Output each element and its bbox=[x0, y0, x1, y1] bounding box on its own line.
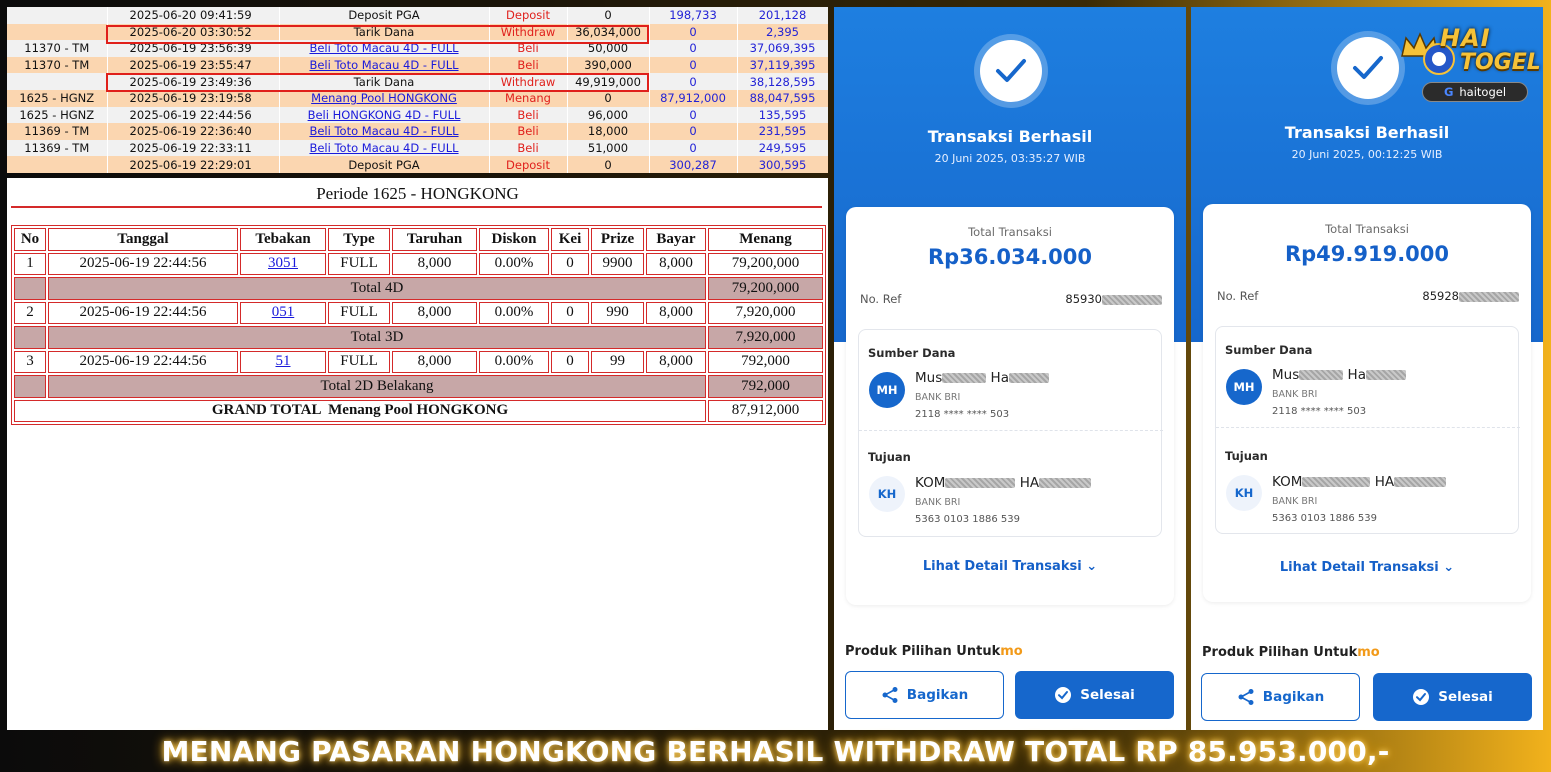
bet-prize: 99 bbox=[591, 351, 644, 374]
grand-total-label: GRAND TOTAL Menang Pool HONGKONG bbox=[14, 400, 706, 423]
column-header: Type bbox=[328, 228, 390, 251]
source-name-a: Mus bbox=[915, 370, 943, 386]
subtotal-label: Total 4D bbox=[48, 277, 706, 300]
ledger-amount: 18,000 bbox=[567, 123, 649, 140]
done-label: Selesai bbox=[1438, 689, 1493, 705]
ledger-credit: 0 bbox=[649, 107, 737, 124]
ledger-row bbox=[7, 123, 828, 140]
subtotal-value: 79,200,000 bbox=[708, 277, 823, 300]
transfer-parties bbox=[1215, 326, 1519, 534]
ledger-description[interactable]: Beli Toto Macau 4D - FULL bbox=[279, 57, 489, 74]
column-header: Bayar bbox=[646, 228, 706, 251]
ledger-date: 2025-06-19 22:29:01 bbox=[107, 156, 279, 173]
chevron-down-icon: ⌄ bbox=[1443, 560, 1455, 575]
ledger-description: Tarik Dana bbox=[279, 24, 489, 41]
ledger-description: Deposit PGA bbox=[279, 7, 489, 24]
subtotal-spacer bbox=[14, 375, 46, 398]
bet-row bbox=[14, 302, 823, 325]
bet-no: 2 bbox=[14, 302, 46, 325]
bet-kei: 0 bbox=[551, 253, 589, 276]
subtotal-row bbox=[14, 326, 823, 349]
redacted-name bbox=[945, 478, 1015, 488]
ledger-amount: 390,000 bbox=[567, 57, 649, 74]
ledger-credit: 0 bbox=[649, 73, 737, 90]
dest-name-b: HA bbox=[1019, 475, 1040, 491]
product-label-text: Produk Pilihan Untuk bbox=[1202, 645, 1358, 660]
ledger-amount: 96,000 bbox=[567, 107, 649, 124]
share-icon bbox=[1237, 688, 1255, 706]
redacted-name bbox=[1009, 373, 1049, 383]
ledger-balance: 231,595 bbox=[737, 123, 828, 140]
ledger-description[interactable]: Menang Pool HONGKONG bbox=[279, 90, 489, 107]
ledger-amount: 50,000 bbox=[567, 40, 649, 57]
source-name-b: Ha bbox=[990, 370, 1009, 386]
ledger-balance: 37,069,395 bbox=[737, 40, 828, 57]
check-circle-icon bbox=[1054, 686, 1072, 704]
bet-menang: 792,000 bbox=[708, 351, 823, 374]
bet-row bbox=[14, 253, 823, 276]
detail-link-label: Lihat Detail Transaksi bbox=[922, 559, 1082, 574]
logo-pill bbox=[1422, 82, 1528, 102]
dest-name bbox=[1272, 474, 1446, 490]
ledger-user: 1625 - HGNZ bbox=[7, 90, 107, 107]
dest-label: Tujuan bbox=[868, 450, 911, 464]
source-avatar: MH bbox=[869, 372, 905, 408]
ref-value bbox=[1422, 289, 1519, 303]
total-label: Total Transaksi bbox=[968, 225, 1052, 239]
column-header: Tebakan bbox=[240, 228, 326, 251]
bet-type: FULL bbox=[328, 253, 390, 276]
ledger-row bbox=[7, 24, 828, 41]
ref-prefix: 85930 bbox=[1065, 292, 1102, 306]
bet-bayar: 8,000 bbox=[646, 351, 706, 374]
ledger-row bbox=[7, 57, 828, 74]
bet-taruhan: 8,000 bbox=[392, 302, 477, 325]
bet-prize: 9900 bbox=[591, 253, 644, 276]
ledger-description[interactable]: Beli Toto Macau 4D - FULL bbox=[279, 40, 489, 57]
ledger-balance: 88,047,595 bbox=[737, 90, 828, 107]
detail-link[interactable] bbox=[1203, 560, 1531, 575]
product-label-text: Produk Pilihan Untuk bbox=[845, 644, 1001, 659]
ledger-type: Beli bbox=[489, 123, 567, 140]
share-button[interactable] bbox=[845, 671, 1004, 719]
share-label: Bagikan bbox=[1262, 689, 1325, 705]
ledger-balance: 38,128,595 bbox=[737, 73, 828, 90]
ledger-user: 11370 - TM bbox=[7, 57, 107, 74]
total-amount: Rp49.919.000 bbox=[1284, 242, 1450, 266]
dest-name-a: KOM bbox=[915, 475, 946, 491]
subtotal-value: 792,000 bbox=[708, 375, 823, 398]
column-header: No bbox=[14, 228, 46, 251]
parties-divider bbox=[1216, 427, 1520, 428]
logo-word-hai: HAI bbox=[1440, 24, 1491, 52]
bet-taruhan: 8,000 bbox=[392, 351, 477, 374]
column-header: Kei bbox=[551, 228, 589, 251]
subtotal-label: Total 3D bbox=[48, 326, 706, 349]
ledger-credit: 0 bbox=[649, 24, 737, 41]
subtotal-row bbox=[14, 375, 823, 398]
ledger-credit: 87,912,000 bbox=[649, 90, 737, 107]
haitogel-logo bbox=[1400, 20, 1540, 104]
ledger-row bbox=[7, 7, 828, 24]
subtotal-spacer bbox=[14, 326, 46, 349]
ledger-credit: 300,287 bbox=[649, 156, 737, 173]
detail-link[interactable] bbox=[846, 559, 1174, 574]
subtotal-spacer bbox=[14, 277, 46, 300]
detail-link-label: Lihat Detail Transaksi bbox=[1279, 560, 1439, 575]
parties-divider bbox=[859, 430, 1163, 431]
transfer-parties bbox=[858, 329, 1162, 537]
ledger-description[interactable]: Beli Toto Macau 4D - FULL bbox=[279, 140, 489, 157]
ledger-amount: 49,919,000 bbox=[567, 73, 649, 90]
ledger-amount: 0 bbox=[567, 90, 649, 107]
period-header-row bbox=[14, 228, 823, 251]
ledger-date: 2025-06-19 22:44:56 bbox=[107, 107, 279, 124]
bet-menang: 7,920,000 bbox=[708, 302, 823, 325]
ledger-type: Beli bbox=[489, 107, 567, 124]
ledger-balance: 249,595 bbox=[737, 140, 828, 157]
bet-menang: 79,200,000 bbox=[708, 253, 823, 276]
bet-diskon: 0.00% bbox=[479, 302, 549, 325]
product-suffix: mo bbox=[1000, 644, 1023, 659]
bet-type: FULL bbox=[328, 302, 390, 325]
ledger-amount: 0 bbox=[567, 7, 649, 24]
ledger-date: 2025-06-20 09:41:59 bbox=[107, 7, 279, 24]
source-label: Sumber Dana bbox=[1225, 343, 1313, 357]
redacted-name bbox=[1366, 370, 1406, 380]
ledger-balance: 300,595 bbox=[737, 156, 828, 173]
period-divider bbox=[11, 206, 822, 208]
receipt-card bbox=[1203, 204, 1531, 602]
source-bank: BANK BRI bbox=[1272, 389, 1318, 400]
share-icon bbox=[881, 686, 899, 704]
ledger-user: 11370 - TM bbox=[7, 40, 107, 57]
subtotal-row bbox=[14, 277, 823, 300]
ledger-date: 2025-06-19 23:19:58 bbox=[107, 90, 279, 107]
ledger-date: 2025-06-19 23:49:36 bbox=[107, 73, 279, 90]
ledger-user: 11369 - TM bbox=[7, 123, 107, 140]
column-header: Menang bbox=[708, 228, 823, 251]
source-account: 2118 **** **** 503 bbox=[915, 409, 1010, 420]
bet-prize: 990 bbox=[591, 302, 644, 325]
ledger-row bbox=[7, 90, 828, 107]
transaction-ledger bbox=[7, 7, 828, 173]
ledger-user bbox=[7, 73, 107, 90]
ledger-user: 11369 - TM bbox=[7, 140, 107, 157]
ledger-row bbox=[7, 107, 828, 124]
google-g-icon: G bbox=[1443, 85, 1454, 99]
ledger-row bbox=[7, 140, 828, 157]
bet-tebakan[interactable]: 3051 bbox=[240, 253, 326, 276]
bet-row bbox=[14, 351, 823, 374]
bet-kei: 0 bbox=[551, 351, 589, 374]
redacted-name bbox=[1039, 478, 1091, 488]
bottom-banner: MENANG PASARAN HONGKONG BERHASIL WITHDRAW TOTAL RP 85.953.000,- bbox=[161, 735, 1390, 768]
bet-kei: 0 bbox=[551, 302, 589, 325]
ledger-type: Menang bbox=[489, 90, 567, 107]
redacted-ref bbox=[1459, 292, 1519, 302]
ledger-type: Beli bbox=[489, 57, 567, 74]
ledger-row bbox=[7, 40, 828, 57]
chevron-down-icon: ⌄ bbox=[1086, 559, 1098, 574]
receipt-date: 20 Juni 2025, 00:12:25 WIB bbox=[1291, 148, 1443, 161]
receipt-date: 20 Juni 2025, 03:35:27 WIB bbox=[934, 152, 1086, 165]
dest-bank: BANK BRI bbox=[1272, 496, 1318, 507]
receipt-card bbox=[846, 207, 1174, 605]
product-suffix: mo bbox=[1357, 645, 1380, 660]
bet-no: 1 bbox=[14, 253, 46, 276]
product-label bbox=[1202, 645, 1380, 660]
success-check-icon bbox=[1337, 37, 1399, 99]
source-name-b: Ha bbox=[1347, 367, 1366, 383]
ref-prefix: 85928 bbox=[1422, 289, 1459, 303]
grand-total-value: 87,912,000 bbox=[708, 400, 823, 423]
bet-tanggal: 2025-06-19 22:44:56 bbox=[48, 253, 238, 276]
dest-name-b: HA bbox=[1374, 474, 1395, 490]
grand-total-row bbox=[14, 400, 823, 423]
done-button[interactable] bbox=[1015, 671, 1174, 719]
column-header: Diskon bbox=[479, 228, 549, 251]
ledger-user: 1625 - HGNZ bbox=[7, 107, 107, 124]
bet-tanggal: 2025-06-19 22:44:56 bbox=[48, 351, 238, 374]
bet-diskon: 0.00% bbox=[479, 253, 549, 276]
ledger-type: Deposit bbox=[489, 7, 567, 24]
bet-diskon: 0.00% bbox=[479, 351, 549, 374]
dest-account: 5363 0103 1886 539 bbox=[1272, 513, 1377, 524]
bet-type: FULL bbox=[328, 351, 390, 374]
bet-tanggal: 2025-06-19 22:44:56 bbox=[48, 302, 238, 325]
ref-label: No. Ref bbox=[1217, 289, 1259, 303]
bet-bayar: 8,000 bbox=[646, 253, 706, 276]
logo-pill-text: haitogel bbox=[1459, 85, 1507, 99]
column-header: Prize bbox=[591, 228, 644, 251]
subtotal-value: 7,920,000 bbox=[708, 326, 823, 349]
ledger-table bbox=[7, 7, 828, 173]
receipt-1 bbox=[834, 7, 1186, 730]
ledger-description: Deposit PGA bbox=[279, 156, 489, 173]
ledger-type: Deposit bbox=[489, 156, 567, 173]
period-title: Periode 1625 - HONGKONG bbox=[316, 184, 519, 203]
ledger-row bbox=[7, 156, 828, 173]
ledger-user bbox=[7, 7, 107, 24]
dest-name bbox=[915, 475, 1091, 491]
ledger-date: 2025-06-20 03:30:52 bbox=[107, 24, 279, 41]
period-detail-panel bbox=[7, 178, 828, 730]
source-avatar: MH bbox=[1226, 369, 1262, 405]
ledger-amount: 36,034,000 bbox=[567, 24, 649, 41]
bet-no: 3 bbox=[14, 351, 46, 374]
ledger-balance: 135,595 bbox=[737, 107, 828, 124]
bet-taruhan: 8,000 bbox=[392, 253, 477, 276]
ledger-credit: 0 bbox=[649, 123, 737, 140]
dest-name-a: KOM bbox=[1272, 474, 1303, 490]
ledger-date: 2025-06-19 23:56:39 bbox=[107, 40, 279, 57]
ref-label: No. Ref bbox=[860, 292, 902, 306]
share-label: Bagikan bbox=[906, 687, 969, 703]
done-label: Selesai bbox=[1080, 687, 1135, 703]
source-name bbox=[915, 370, 1049, 386]
dest-avatar: KH bbox=[1226, 475, 1262, 511]
column-header: Taruhan bbox=[392, 228, 477, 251]
done-button[interactable] bbox=[1373, 673, 1532, 721]
share-button[interactable] bbox=[1201, 673, 1360, 721]
bet-tebakan[interactable]: 051 bbox=[240, 302, 326, 325]
ledger-type: Withdraw bbox=[489, 73, 567, 90]
source-name-a: Mus bbox=[1272, 367, 1300, 383]
redacted-name bbox=[942, 373, 986, 383]
ledger-balance: 201,128 bbox=[737, 7, 828, 24]
ledger-credit: 0 bbox=[649, 40, 737, 57]
source-account: 2118 **** **** 503 bbox=[1272, 406, 1367, 417]
ledger-user bbox=[7, 24, 107, 41]
receipt-title: Transaksi Berhasil bbox=[927, 127, 1093, 146]
bet-tebakan[interactable]: 51 bbox=[240, 351, 326, 374]
ledger-description[interactable]: Beli HONGKONG 4D - FULL bbox=[279, 107, 489, 124]
ledger-date: 2025-06-19 22:36:40 bbox=[107, 123, 279, 140]
source-bank: BANK BRI bbox=[915, 392, 961, 403]
column-header: Tanggal bbox=[48, 228, 238, 251]
ledger-description[interactable]: Beli Toto Macau 4D - FULL bbox=[279, 123, 489, 140]
redacted-name bbox=[1299, 370, 1343, 380]
source-name bbox=[1272, 367, 1406, 383]
ledger-amount: 0 bbox=[567, 156, 649, 173]
ledger-description: Tarik Dana bbox=[279, 73, 489, 90]
ledger-type: Beli bbox=[489, 40, 567, 57]
ledger-balance: 2,395 bbox=[737, 24, 828, 41]
dest-bank: BANK BRI bbox=[915, 497, 961, 508]
ledger-credit: 198,733 bbox=[649, 7, 737, 24]
source-label: Sumber Dana bbox=[868, 346, 956, 360]
redacted-ref bbox=[1102, 295, 1162, 305]
ledger-user bbox=[7, 156, 107, 173]
bet-bayar: 8,000 bbox=[646, 302, 706, 325]
ledger-type: Beli bbox=[489, 140, 567, 157]
check-circle-icon bbox=[1412, 688, 1430, 706]
period-table bbox=[11, 225, 826, 425]
redacted-name bbox=[1302, 477, 1370, 487]
dest-account: 5363 0103 1886 539 bbox=[915, 514, 1020, 525]
dest-avatar: KH bbox=[869, 476, 905, 512]
product-label bbox=[845, 644, 1023, 659]
dest-label: Tujuan bbox=[1225, 449, 1268, 463]
ledger-date: 2025-06-19 23:55:47 bbox=[107, 57, 279, 74]
total-label: Total Transaksi bbox=[1325, 222, 1409, 236]
ledger-balance: 37,119,395 bbox=[737, 57, 828, 74]
ledger-date: 2025-06-19 22:33:11 bbox=[107, 140, 279, 157]
ref-value bbox=[1065, 292, 1162, 306]
redacted-name bbox=[1394, 477, 1446, 487]
ledger-type: Withdraw bbox=[489, 24, 567, 41]
ledger-credit: 0 bbox=[649, 140, 737, 157]
logo-word-togel: TOGEL bbox=[1460, 50, 1541, 75]
ledger-row bbox=[7, 73, 828, 90]
total-amount: Rp36.034.000 bbox=[927, 245, 1093, 269]
ledger-credit: 0 bbox=[649, 57, 737, 74]
subtotal-label: Total 2D Belakang bbox=[48, 375, 706, 398]
receipt-2 bbox=[1191, 7, 1543, 730]
receipt-title: Transaksi Berhasil bbox=[1284, 123, 1450, 142]
ledger-amount: 51,000 bbox=[567, 140, 649, 157]
success-check-icon bbox=[980, 40, 1042, 102]
